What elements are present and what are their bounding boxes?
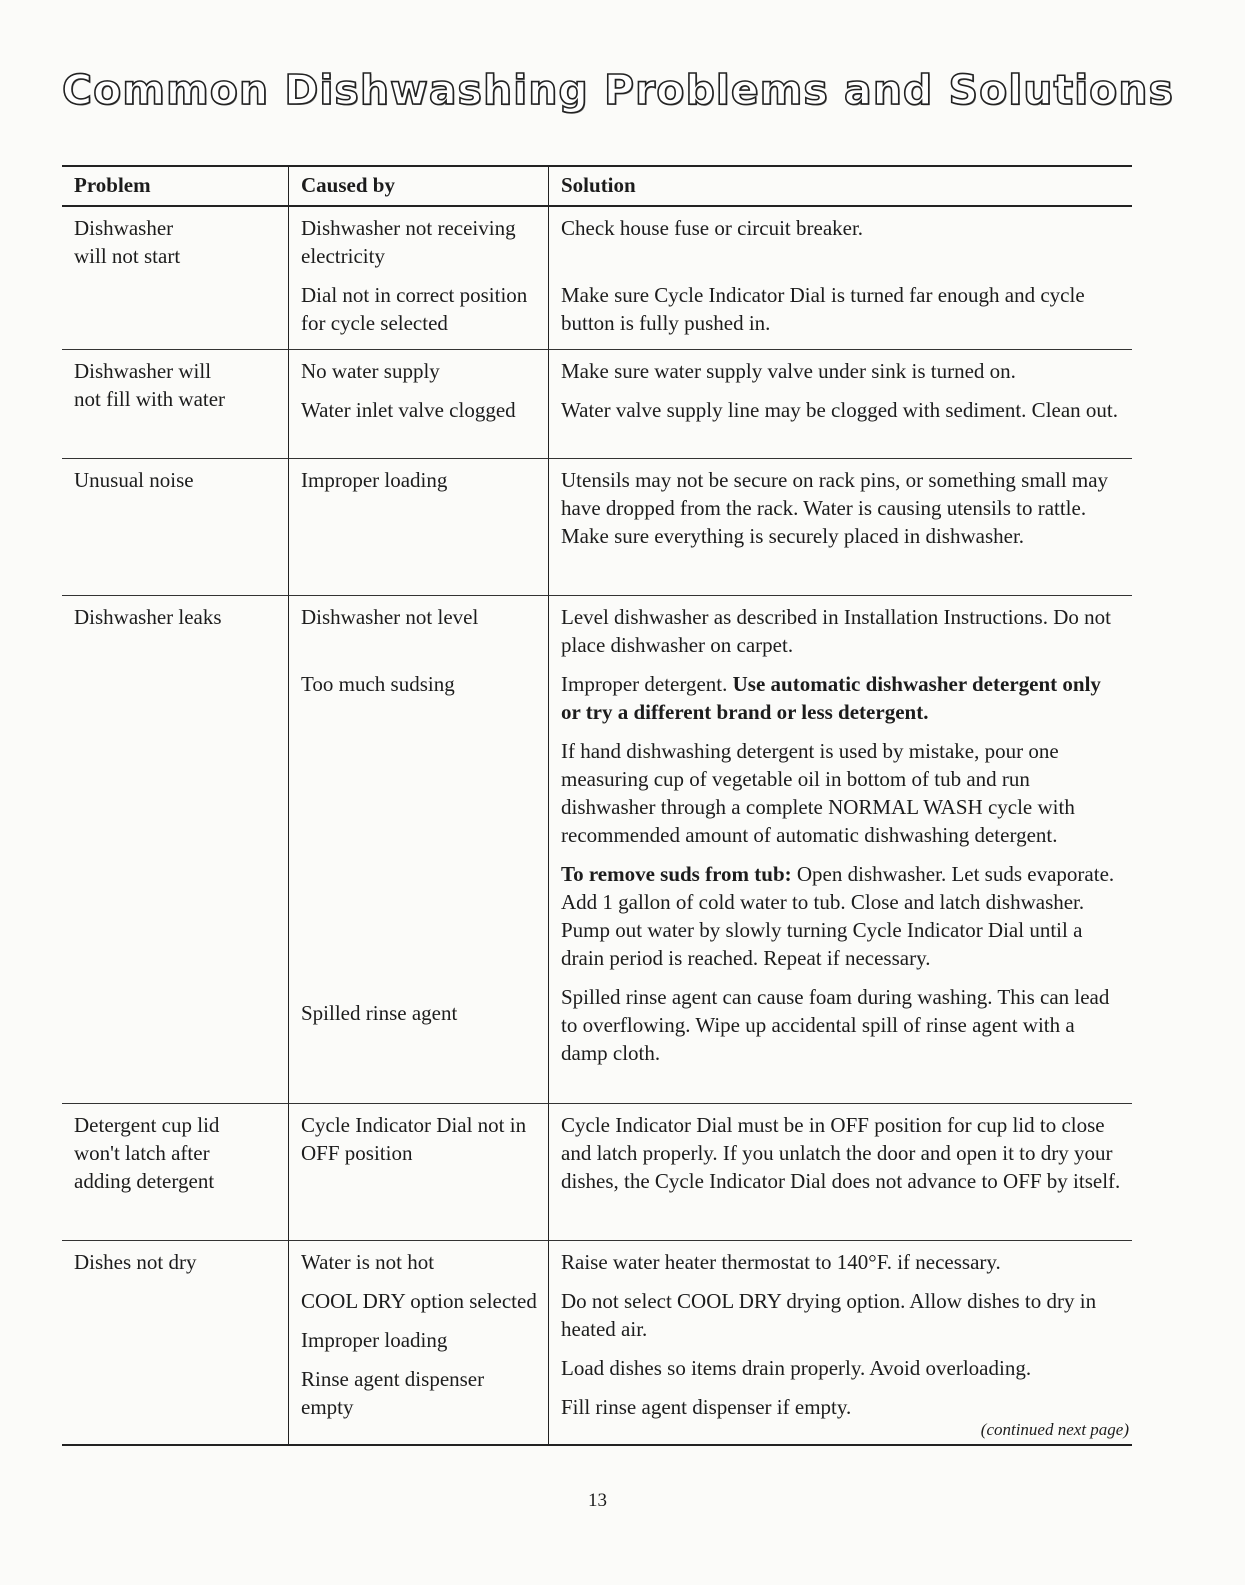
problem-line: Dishes not dry xyxy=(74,1250,197,1274)
solution-text xyxy=(561,670,1122,726)
problem-line: Dishwasher xyxy=(74,216,174,240)
continued-note: (continued next page) xyxy=(980,1420,1129,1439)
cause-cell xyxy=(288,1104,548,1241)
page-title: Common Dishwashing Problems and Solutions xyxy=(62,66,1174,114)
solution-cell xyxy=(548,459,1132,596)
cause-text: Water is not hot xyxy=(301,1250,435,1274)
cause-text: Improper loading xyxy=(301,1328,448,1352)
problem-line: Dishwasher will xyxy=(74,359,212,383)
problem-cell xyxy=(62,1104,288,1241)
solution-text: Spilled rinse agent can cause foam during washing. This can lead to overflowing. Wipe up accidental spill of rinse agent with a damp cloth. xyxy=(561,985,1110,1065)
solution-bold: Use automatic dishwasher detergent only or try a different brand or less detergent. xyxy=(561,672,1101,724)
solution-text: Make sure water supply valve under sink is turned on. xyxy=(561,359,1016,383)
cause-text: COOL DRY option selected xyxy=(301,1289,537,1313)
cause-text: Improper loading xyxy=(301,468,448,492)
solution-cell xyxy=(548,1104,1132,1241)
cause-cell xyxy=(288,207,548,350)
solution-text: Cycle Indicator Dial must be in OFF position for cup lid to close and latch properly. If you unlatch the door and open it to dry your dishes, the Cycle Indicator Dial does not advance to OFF by itself. xyxy=(561,1113,1121,1193)
cause-text: No water supply xyxy=(301,359,440,383)
problem-cell xyxy=(62,596,288,1104)
cause-text: Water inlet valve clogged xyxy=(301,398,516,422)
header-caused-by: Caused by xyxy=(288,167,548,207)
cause-text: Cycle Indicator Dial not in OFF position xyxy=(301,1113,527,1165)
problem-line: won't latch after xyxy=(74,1141,210,1165)
problem-line: Detergent cup lid xyxy=(74,1113,220,1137)
problem-cell xyxy=(62,1241,288,1444)
solution-text: Level dishwasher as described in Installation Instructions. Do not place dishwasher on carpet. xyxy=(561,605,1111,657)
solution-text: Fill rinse agent dispenser if empty. xyxy=(561,1395,852,1419)
cause-cell xyxy=(288,350,548,459)
cause-cell xyxy=(288,459,548,596)
problem-cell xyxy=(62,350,288,459)
solution-text: Check house fuse or circuit breaker. xyxy=(561,216,864,240)
solution-text: Water valve supply line may be clogged with sediment. Clean out. xyxy=(561,398,1119,422)
header-problem: Problem xyxy=(62,167,288,207)
cause-text: Dishwasher not receiving electricity xyxy=(301,216,516,268)
problem-line: adding detergent xyxy=(74,1169,215,1193)
solution-text: Do not select COOL DRY drying option. Allow dishes to dry in heated air. xyxy=(561,1289,1097,1341)
problem-line: will not start xyxy=(74,244,181,268)
problem-line: not fill with water xyxy=(74,387,226,411)
solution-text: If hand dishwashing detergent is used by mistake, pour one measuring cup of vegetable oil in bottom of tub and run dishwasher through a complete NORMAL WASH cycle with recommended amount of automatic dishwashing detergent. xyxy=(561,739,1075,847)
solution-cell xyxy=(548,350,1132,459)
cause-cell xyxy=(288,596,548,1104)
solution-cell xyxy=(548,1241,1132,1444)
solution-text: Make sure Cycle Indicator Dial is turned far enough and cycle button is fully pushed in. xyxy=(561,283,1085,335)
cause-text: Too much sudsing xyxy=(301,672,455,696)
solution-text xyxy=(561,860,1122,972)
solution-cell xyxy=(548,596,1132,1104)
problem-line: Dishwasher leaks xyxy=(74,605,222,629)
header-solution: Solution xyxy=(548,167,1132,207)
solution-text: Load dishes so items drain properly. Avoid overloading. xyxy=(561,1356,1032,1380)
solution-plain: Improper detergent. xyxy=(561,672,733,696)
solution-text: Utensils may not be secure on rack pins, or something small may have dropped from the rack. Water is causing utensils to rattle. Make sure everything is securely placed in dishwasher. xyxy=(561,468,1109,548)
problem-cell xyxy=(62,207,288,350)
problem-line: Unusual noise xyxy=(74,468,194,492)
cause-text: Dishwasher not level xyxy=(301,605,479,629)
cause-text: Dial not in correct position for cycle selected xyxy=(301,283,528,335)
solution-bold: To remove suds from tub: xyxy=(561,862,792,886)
troubleshooting-table xyxy=(62,165,1132,1446)
problem-cell xyxy=(62,459,288,596)
solution-cell xyxy=(548,207,1132,350)
cause-text: Rinse agent dispenser empty xyxy=(301,1367,485,1419)
cause-cell xyxy=(288,1241,548,1444)
cause-text: Spilled rinse agent xyxy=(301,1001,458,1025)
solution-plain: Open dishwasher. Let suds evaporate. Add 1 gallon of cold water to tub. Close and latch dishwasher. Pump out water by slowly turning Cycle Indicator Dial until a drain period is reached. Repeat if necessary. xyxy=(561,862,1115,970)
solution-text: Raise water heater thermostat to 140°F. if necessary. xyxy=(561,1250,1001,1274)
page-number: 13 xyxy=(588,1490,607,1511)
